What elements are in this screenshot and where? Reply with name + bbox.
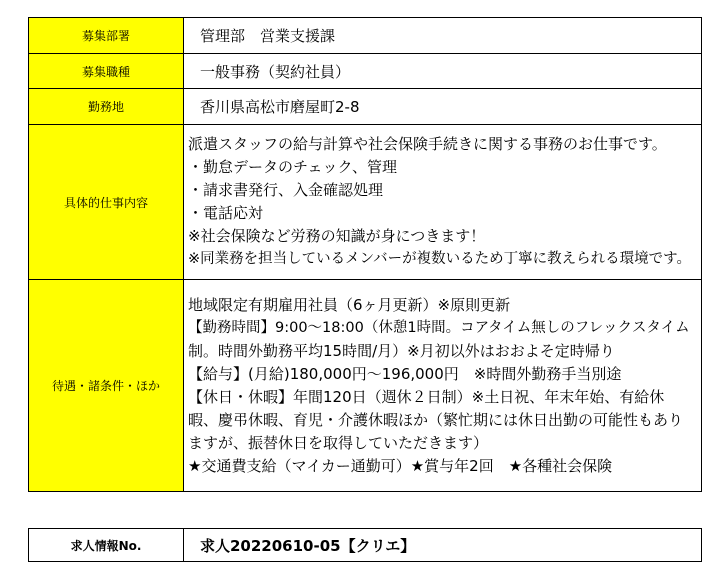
table-row xyxy=(29,18,702,54)
dept-value: 管理部 営業支援課 xyxy=(184,18,702,54)
table-row xyxy=(29,54,702,89)
table-row xyxy=(29,89,702,125)
duties-line: ・請求書発行、入金確認処理 xyxy=(188,181,384,199)
conditions-line: 【勤務時間】9:00～18:00（休憩1時間。コアタイム無しのフレックスタイム xyxy=(188,319,690,336)
conditions-line: ★交通費支給（マイカー通勤可）★賞与年2回 ★各種社会保険 xyxy=(188,456,613,475)
duties-label: 具体的仕事内容 xyxy=(29,125,184,280)
conditions-line: 制。時間外勤務平均15時間/月）※月初以外はおおよそ定時帰り xyxy=(188,341,615,360)
duties-value xyxy=(184,125,702,280)
job-type-value: 一般事務（契約社員） xyxy=(184,54,702,89)
conditions-line: 【休日・休暇】年間120日（週休２日制）※土日祝、年末年始、有給休 xyxy=(188,387,665,406)
dept-label: 募集部署 xyxy=(29,18,184,54)
conditions-line: ますが、振替休日を取得していただきます） xyxy=(188,433,489,452)
duties-line: ※社会保険など労務の知識が身につきます！ xyxy=(188,227,486,245)
table-row xyxy=(29,529,702,562)
table-row xyxy=(29,125,702,280)
duties-line: 派遣スタッフの給与計算や社会保険手続きに関する事務のお仕事です。 xyxy=(188,135,667,153)
conditions-value xyxy=(184,280,702,492)
table-row xyxy=(29,280,702,492)
conditions-line: 地域限定有期雇用社員（6ヶ月更新）※原則更新 xyxy=(188,295,511,314)
duties-line: ※同業務を担当しているメンバーが複数いるため丁寧に教えられる環境です。 xyxy=(188,251,691,267)
job-id-table xyxy=(28,528,702,562)
conditions-label: 待遇・諸条件・ほか xyxy=(29,280,184,492)
job-details-table xyxy=(28,17,702,492)
duties-line: ・勤怠データのチェック、管理 xyxy=(188,158,397,176)
conditions-line: 【給与】(月給)180,000円～196,000円 ※時間外勤務手当別途 xyxy=(188,364,622,383)
location-label: 勤務地 xyxy=(29,89,184,125)
job-type-label: 募集職種 xyxy=(29,54,184,89)
job-id-value: 求人20220610-05【クリエ】 xyxy=(184,529,702,562)
job-id-label: 求人情報No. xyxy=(29,529,184,562)
location-value: 香川県高松市磨屋町2-8 xyxy=(184,89,702,125)
duties-line: ・電話応対 xyxy=(188,204,264,222)
conditions-line: 暇、慶弔休暇、育児・介護休暇ほか（繁忙期には休日出勤の可能性もあり xyxy=(188,410,684,429)
